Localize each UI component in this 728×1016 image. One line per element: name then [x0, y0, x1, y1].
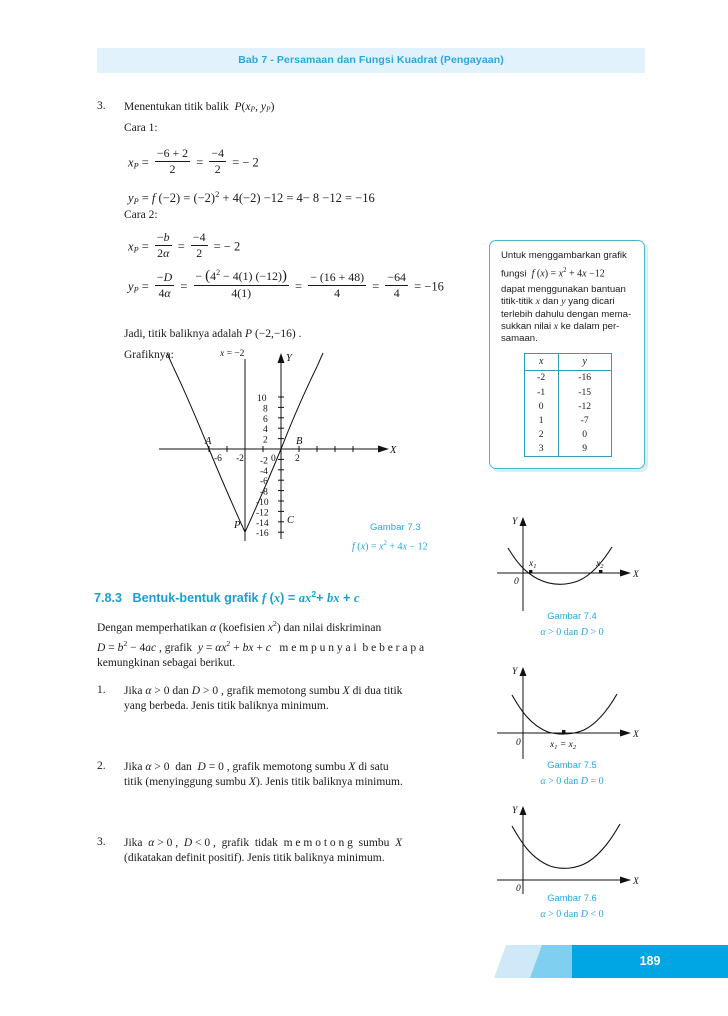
figure-74: [492, 513, 652, 648]
y-tick-label-minus6: -6: [260, 477, 268, 488]
origin-label: 0: [271, 454, 276, 464]
figure-74-origin: 0: [514, 577, 519, 587]
cell-y: -16: [558, 370, 611, 385]
main-graph-svg: [150, 345, 410, 570]
list-item-1-line-2: yang berbeda. Jenis titik baliknya minimum.: [124, 700, 329, 712]
figure-75-axis-Y: Y: [512, 667, 518, 677]
list-item-1-number: 1.: [97, 684, 106, 696]
figure-75: [492, 663, 652, 798]
y-tick-label-6: 6: [263, 414, 268, 425]
cell-x: 3: [524, 442, 558, 457]
symmetry-axis-label: x = −2: [220, 349, 245, 359]
step-3-conclusion: Jadi, titik baliknya adalah P (−2,−16) .: [124, 328, 302, 340]
figure-74-svg: [492, 513, 652, 613]
figure-75-origin: 0: [516, 738, 521, 748]
figure-76-condition: α > 0 dan D < 0: [540, 909, 604, 920]
cell-y: 0: [558, 428, 611, 442]
infobox-line-1: Untuk menggambarkan grafik: [501, 250, 627, 261]
step-3-point: $P(x_P$, $y_P$): [231, 101, 275, 114]
cell-y: -15: [558, 385, 611, 399]
figure-75-roots: $x_1 = x_2$: [550, 740, 577, 751]
table-row: [524, 385, 611, 399]
list-item-2-line-1: Jika α > 0 dan D = 0 , grafik memotong sumbu X di satu: [124, 761, 389, 773]
figure-75-caption: Gambar 7.5: [547, 759, 597, 770]
cell-x: 0: [524, 399, 558, 413]
table-header-x: x: [524, 353, 558, 370]
x-tick-label-minus2: -2: [236, 454, 244, 464]
xy-value-table: [524, 353, 612, 457]
point-label-B: B: [296, 436, 303, 447]
equation-yp-cara2: $y_P$ = $\frac{-D}{4\alpha}$ = $\frac{- (4^2 - 4(1) (-12))}{4(1)}$ = $\frac{- (16 + 48)}{4}$ = $\frac{-64}{4}$ = −16: [128, 268, 444, 300]
point-label-C: C: [287, 515, 295, 526]
figure-74-condition: α > 0 dan D > 0: [540, 627, 604, 638]
section-intro-line-1: Dengan memperhatikan α (koefisien $x^2$) dan nilai diskriminan: [97, 619, 382, 634]
gambar-73-equation: f $(x) = x^2 + 4x - 12$: [352, 540, 428, 553]
y-tick-label-2: 2: [263, 435, 268, 446]
section-number: 7.8.3: [94, 591, 123, 606]
step-3-number: 3.: [97, 100, 106, 112]
y-tick-label-minus14: -14: [256, 518, 269, 529]
cell-y: -12: [558, 399, 611, 413]
equation-xp-cara2: $x_P$ = $\frac{-b}{2\alpha}$ = $\frac{-4}{2}$ = − 2: [128, 230, 241, 260]
running-head-text: Bab 7 - Persamaan dan Fungsi Kuadrat (Pengayaan): [238, 54, 504, 66]
y-tick-label-minus4: -4: [260, 466, 268, 477]
table-row: [524, 442, 611, 457]
table-row: [524, 428, 611, 442]
y-tick-label-minus10: -10: [256, 498, 269, 508]
figure-74-x2: $x_2$: [596, 559, 604, 570]
list-item-3-line-2: (dikatakan definit positif). Jenis titik baliknya minimum.: [124, 852, 385, 864]
list-item-2-line-2: titik (menyinggung sumbu X). Jenis titik baliknya minimum.: [124, 776, 403, 788]
cara-1-label: Cara 1:: [124, 122, 158, 134]
figure-75-axis-X: X: [633, 730, 639, 740]
table-row: [524, 370, 611, 385]
cell-x: 2: [524, 428, 558, 442]
y-tick-label-minus16: -16: [256, 529, 269, 540]
figure-76-axis-Y: Y: [512, 806, 518, 816]
figure-74-axis-Y: Y: [512, 517, 518, 527]
axis-label-Y: Y: [286, 353, 292, 364]
infobox-line-2: fungsi f $(x) = x^2 + 4x -12$: [501, 267, 605, 280]
step-3-title-text: Menentukan titik balik: [124, 101, 229, 113]
point-label-A: A: [205, 436, 212, 447]
figure-75-svg: [492, 663, 652, 763]
table-row: [524, 399, 611, 413]
step-3-title: [124, 100, 274, 117]
table-row: [524, 413, 611, 427]
section-heading: [94, 589, 359, 606]
list-item-3-number: 3.: [97, 836, 106, 848]
y-tick-label-minus2: -2: [260, 456, 268, 467]
infobox-fungsi-label: fungsi: [501, 268, 527, 280]
page-footer: [492, 945, 728, 981]
x-tick-label-2: 2: [295, 454, 300, 464]
cell-y: -7: [558, 413, 611, 427]
x-tick-label-minus6: -6: [214, 454, 222, 464]
y-tick-label-8: 8: [263, 404, 268, 415]
figure-76-origin: 0: [516, 884, 521, 894]
equation-yp-cara1: $y_P = f$ $(-2) = (-2)^2 + 4(-2) -12 = 4- 8 -12 = -16$: [128, 189, 375, 206]
section-intro-line-3: kemungkinan sebagai berikut.: [97, 657, 236, 669]
cell-x: 1: [524, 413, 558, 427]
figure-76: [492, 798, 652, 928]
cara-2-label: Cara 2:: [124, 209, 158, 221]
info-callout-box: [489, 240, 645, 469]
list-item-1-line-1: Jika α > 0 dan D > 0 , grafik memotong sumbu X di dua titik: [124, 685, 403, 697]
figure-76-axis-X: X: [633, 877, 639, 887]
list-item-2-number: 2.: [97, 760, 106, 772]
gambar-73-caption: Gambar 7.3: [370, 522, 421, 533]
y-tick-label-10: 10: [257, 394, 267, 404]
axis-label-X: X: [390, 445, 397, 456]
cell-x: -2: [524, 370, 558, 385]
equation-xp-cara1: $x_P$ = $\frac{-6 + 2}{2}$ = $\frac{-4}{2}$ = − 2: [128, 146, 259, 176]
cell-x: -1: [524, 385, 558, 399]
figure-74-caption: Gambar 7.4: [547, 610, 597, 621]
main-graph-figure: [150, 345, 410, 570]
grafiknya-label: Grafiknya:: [124, 349, 174, 361]
figure-74-x1: $x_1$: [529, 559, 537, 570]
section-intro-line-2: $D = b^2 - 4ac$ , grafik $y = \alpha x^2$ + bx + c m e m p u n y a i b e b e r a p a: [97, 639, 425, 654]
table-header-y: y: [558, 353, 611, 370]
figure-74-axis-X: X: [633, 570, 639, 580]
cell-y: 9: [558, 442, 611, 457]
figure-76-caption: Gambar 7.6: [547, 892, 597, 903]
section-title: Bentuk-bentuk grafik f $(x) = ax^2+$ bx + c: [132, 589, 360, 606]
list-item-3-line-1: Jika α > 0 , D < 0 , grafik tidak m e m o t o n g sumbu X: [124, 837, 403, 849]
infobox-line-3: dapat menggunakan bantuan titik-titik x dan y yang dicari terlebih dahulu dengan mema-sukkan nilai x ke dalam per-samaan.: [501, 283, 632, 345]
table-header-row: [524, 353, 611, 370]
point-label-P: P: [234, 520, 241, 531]
y-tick-label-4: 4: [263, 425, 268, 436]
y-tick-label-minus12: -12: [256, 508, 269, 519]
y-tick-label-minus8: -8: [260, 487, 268, 498]
figure-75-condition: α > 0 dan D = 0: [540, 776, 604, 787]
figure-76-svg: [492, 798, 652, 898]
running-head-band: [97, 48, 645, 73]
page-number: 189: [639, 954, 661, 968]
